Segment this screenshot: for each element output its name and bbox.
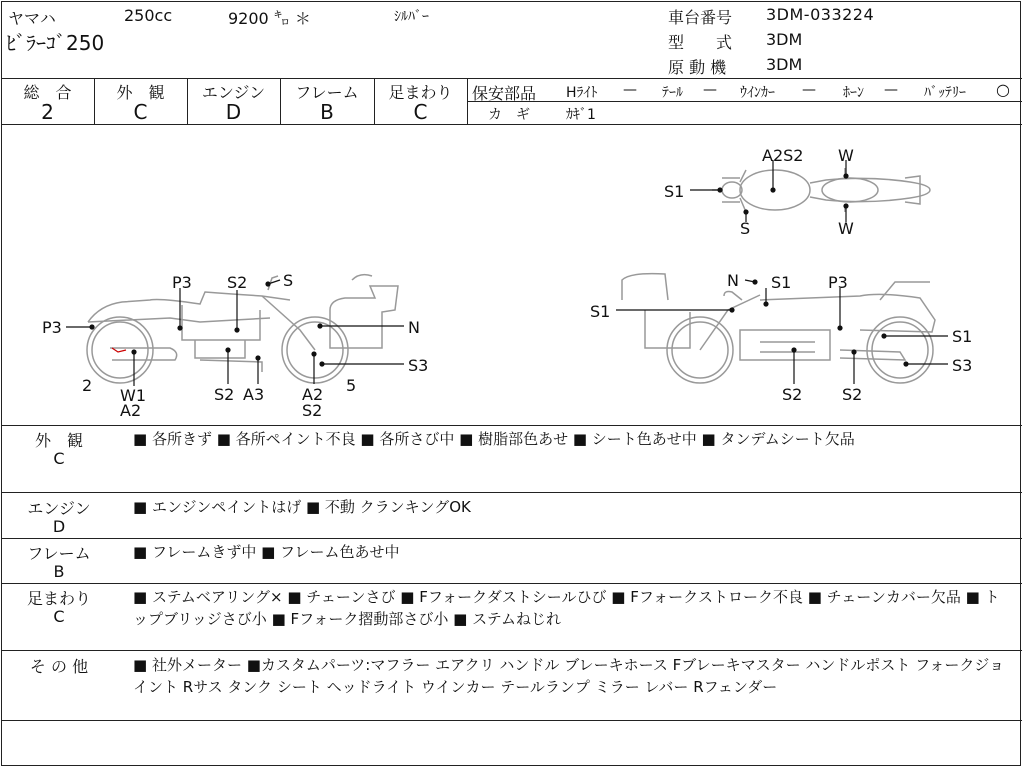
diagram-label: P3 bbox=[828, 273, 848, 292]
remark-category: そ の 他 bbox=[29, 657, 89, 676]
safety-item-tail: ﾃｰﾙ bbox=[662, 85, 683, 101]
remark-text: ■ エンジンペイントはげ ■ 不動 クランキングOK bbox=[133, 498, 471, 516]
diagram-label: S1 bbox=[952, 327, 973, 346]
diagram-label: S1 bbox=[771, 273, 792, 292]
diagram-label: N bbox=[727, 271, 739, 290]
frame-no-label: 車台番号 bbox=[668, 8, 733, 27]
safety-mark-tail: — bbox=[703, 82, 717, 98]
remark-text: ■ フレームきず中 ■ フレーム色あせ中 bbox=[133, 543, 400, 561]
diagram-label: A2S2 bbox=[762, 146, 804, 165]
type-value: 3DM bbox=[766, 30, 803, 49]
divider bbox=[1, 425, 1022, 426]
divider bbox=[1, 583, 1022, 584]
diagram-label: N bbox=[408, 318, 420, 337]
damage-diagram bbox=[0, 125, 1022, 425]
remark-category: 足まわり bbox=[26, 589, 91, 608]
diagram-label: S bbox=[740, 219, 751, 238]
safety-item-headlight: Hﾗｲﾄ bbox=[566, 85, 598, 101]
grade-label-engine: エンジン bbox=[201, 83, 266, 102]
diagram-label: P3 bbox=[172, 273, 192, 292]
grade-label-suspension: 足まわり bbox=[388, 83, 453, 102]
diagram-label: W1 bbox=[120, 386, 146, 405]
engine-value: 3DM bbox=[766, 55, 803, 74]
remark-category: フレーム bbox=[27, 544, 91, 563]
remark-text: ■ 各所きず ■ 各所ペイント不良 ■ 各所さび中 ■ 樹脂部色あせ ■ シート色あせ中 ■ タンデムシート欠品 bbox=[133, 430, 855, 448]
grade-label-total: 総 合 bbox=[23, 83, 72, 102]
diagram-label: 5 bbox=[346, 376, 357, 395]
remark-text: ■ 社外メーター ■カスタムパーツ:マフラー エアクリ ハンドル ブレーキホース Fブレーキマスター ハンドルポスト フォークジョイント Rサス タンク シート ヘッドライト ウインカー テールランプ ミラー レバー Rフェンダー bbox=[133, 656, 1005, 696]
diagram-label: S3 bbox=[408, 356, 429, 375]
diagram-label: A3 bbox=[243, 385, 265, 404]
remark-category: エンジン bbox=[27, 499, 91, 518]
safety-mark-winker: — bbox=[802, 82, 816, 98]
diagram-label: S2 bbox=[842, 385, 863, 404]
remark-text: ■ ステムベアリング× ■ チェーンさび ■ Fフォークダストシールひび ■ Fフォークストローク不良 ■ チェーンカバー欠品 ■ トップブリッジさび小 ■ Fフォーク摺動部さび小 ■ ステムねじれ bbox=[133, 588, 1000, 628]
remark-grade: C bbox=[53, 607, 65, 626]
remark-grade: B bbox=[53, 562, 65, 581]
diagram-label: S2 bbox=[214, 385, 235, 404]
diagram-label: P3 bbox=[42, 318, 62, 337]
grade-value-frame: B bbox=[320, 100, 334, 124]
diagram-label: 2 bbox=[82, 376, 93, 395]
safety-item-winker: ｳｲﾝｶｰ bbox=[740, 85, 775, 101]
divider bbox=[1, 78, 1022, 79]
type-label: 型 式 bbox=[668, 33, 733, 52]
grade-value-engine: D bbox=[225, 100, 242, 124]
maker: ヤマハ bbox=[8, 9, 56, 28]
diagram-label: A2 bbox=[120, 401, 142, 420]
diagram-label: S2 bbox=[302, 401, 323, 420]
key-value: ｶｷﾞ1 bbox=[566, 107, 596, 123]
grade-label-frame: フレーム bbox=[295, 83, 359, 102]
safety-label: 保安部品 bbox=[472, 84, 537, 103]
divider bbox=[1, 720, 1022, 721]
safety-mark-horn: — bbox=[884, 82, 898, 98]
remark-category: 外 観 bbox=[34, 431, 83, 450]
remark-grade: D bbox=[52, 517, 66, 536]
safety-item-battery: ﾊﾞｯﾃﾘｰ bbox=[924, 85, 966, 101]
diagram-label: W bbox=[838, 219, 854, 238]
color: ｼﾙﾊﾞｰ bbox=[394, 9, 429, 25]
engine-label: 原 動 機 bbox=[668, 58, 727, 77]
displacement: 250cc bbox=[124, 6, 173, 25]
grade-value-total: 2 bbox=[41, 100, 54, 124]
safety-mark-headlight: — bbox=[623, 82, 637, 98]
mileage: 9200 ㌔ ＊ bbox=[228, 9, 311, 28]
diagram-label: A2 bbox=[302, 385, 324, 404]
key-label: カ ギ bbox=[488, 107, 530, 123]
diagram-label: S1 bbox=[664, 182, 685, 201]
divider bbox=[1, 650, 1022, 651]
diagram-label: S3 bbox=[952, 356, 973, 375]
motorcycle-top-view bbox=[712, 168, 930, 212]
safety-mark-battery: ○ bbox=[996, 80, 1010, 99]
diagram-label: S bbox=[283, 271, 294, 290]
grade-value-exterior: C bbox=[133, 100, 148, 124]
grade-value-suspension: C bbox=[413, 100, 428, 124]
divider bbox=[1, 538, 1022, 539]
safety-item-horn: ﾎｰﾝ bbox=[843, 85, 864, 101]
diagram-label: S1 bbox=[590, 302, 611, 321]
remark-grade: C bbox=[53, 449, 65, 468]
model-name: ﾋﾞﾗｰｺﾞ250 bbox=[6, 31, 105, 55]
diagram-label: S2 bbox=[782, 385, 803, 404]
diagram-label: W bbox=[838, 146, 854, 165]
damage-markers bbox=[66, 160, 948, 386]
divider bbox=[1, 492, 1022, 493]
grade-label-exterior: 外 観 bbox=[116, 83, 165, 102]
frame-no: 3DM-033224 bbox=[766, 5, 875, 24]
diagram-label: S2 bbox=[227, 273, 248, 292]
